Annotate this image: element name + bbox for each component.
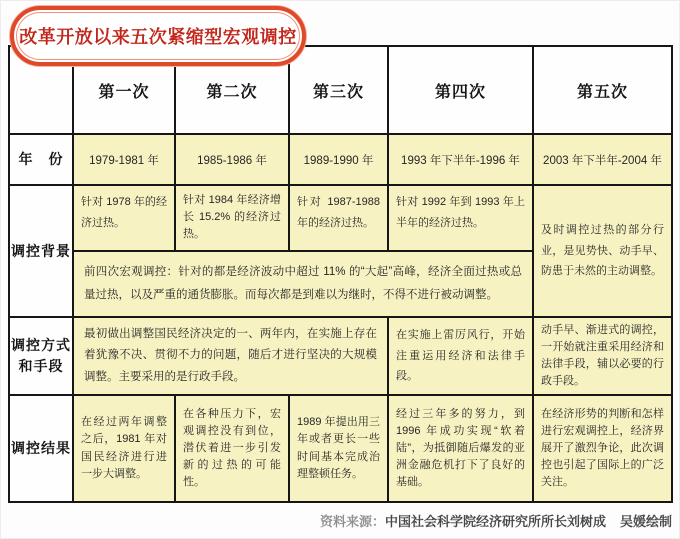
- year-cell-5: 2003 年下半年-2004 年: [534, 135, 671, 186]
- row-label-year: 年 份: [10, 135, 74, 186]
- source-note: [320, 511, 672, 530]
- column-header-4: 第四次: [389, 47, 534, 135]
- result-cell-5: 在经济形势的判断和怎样进行宏观调控上，经济界展开了激烈争论，此次调控也引起了国际上的广泛关注。: [534, 396, 671, 501]
- column-header-1: 第一次: [74, 47, 176, 135]
- method-cell-4: 在实施上雷厉风行，开始注重运用经济和法律手段。: [389, 318, 534, 396]
- year-cell-3: 1989-1990 年: [290, 135, 389, 186]
- result-cell-2: 在各种压力下，宏观调控没有到位，潜伏着进一步引发新的过热的可能性。: [176, 396, 290, 501]
- source-label: 资料来源：: [319, 514, 385, 529]
- title-bubble: [10, 6, 306, 66]
- result-cell-1: 在经过两年调整之后，1981 年对国民经济进行进一步大调整。: [74, 396, 176, 501]
- source-text: 中国社会科学院经济研究所所长刘树成: [384, 514, 606, 529]
- background-merged-cell: 前四次宏观调控：针对的都是经济波动中超过 11% 的“大起”高峰，经济全面过热或总量过热，以及严重的通货膨胀。而每次都是到难以为继时，不得不进行被动调整。: [74, 252, 534, 318]
- year-cell-1: 1979-1981 年: [74, 135, 176, 186]
- background-cell-2: 针对 1984 年经济增长 15.2% 的经济过热。: [176, 186, 290, 252]
- method-merged-cell: 最初做出调整国民经济决定的一、两年内，在实施上存在着犹豫不决、贯彻不力的问题，随后才进行坚决的大规模调整。主要采用的是行政手段。: [74, 318, 389, 396]
- column-header-2: 第二次: [176, 47, 290, 135]
- background-cell-3: 针对 1987-1988 年的经济过热。: [290, 186, 389, 252]
- row-label-result: 调控结果: [10, 396, 74, 501]
- column-header-5: 第五次: [534, 47, 671, 135]
- row-label-method: 调控方式和手段: [10, 318, 74, 396]
- macro-control-table: [8, 45, 673, 503]
- page-title: 改革开放以来五次紧缩型宏观调控: [19, 27, 297, 47]
- method-cell-5: 动手早、渐进式的调控，一开始就注重采用经济和法律手段，辅以必要的行政手段。: [534, 318, 671, 396]
- background-cell-5: 及时调控过热的部分行业，是见势快、动手早、防患于未然的主动调整。: [534, 186, 671, 318]
- column-header-3: 第三次: [290, 47, 389, 135]
- background-cell-4: 针对 1992 年到 1993 年上半年的经济过热。: [389, 186, 534, 252]
- credit-text: 吴媛绘制: [619, 514, 672, 529]
- background-cell-1: 针对 1978 年的经济过热。: [74, 186, 176, 252]
- row-label-background: 调控背景: [10, 186, 74, 318]
- result-cell-4: 经过三年多的努力，到 1996 年成功实现“软着陆”，为抵御随后爆发的亚洲金融危机打下了良好的基础。: [389, 396, 534, 501]
- year-cell-2: 1985-1986 年: [176, 135, 290, 186]
- result-cell-3: 1989 年提出用三年或者更长一些时间基本完成治理整顿任务。: [290, 396, 389, 501]
- year-cell-4: 1993 年下半年-1996 年: [389, 135, 534, 186]
